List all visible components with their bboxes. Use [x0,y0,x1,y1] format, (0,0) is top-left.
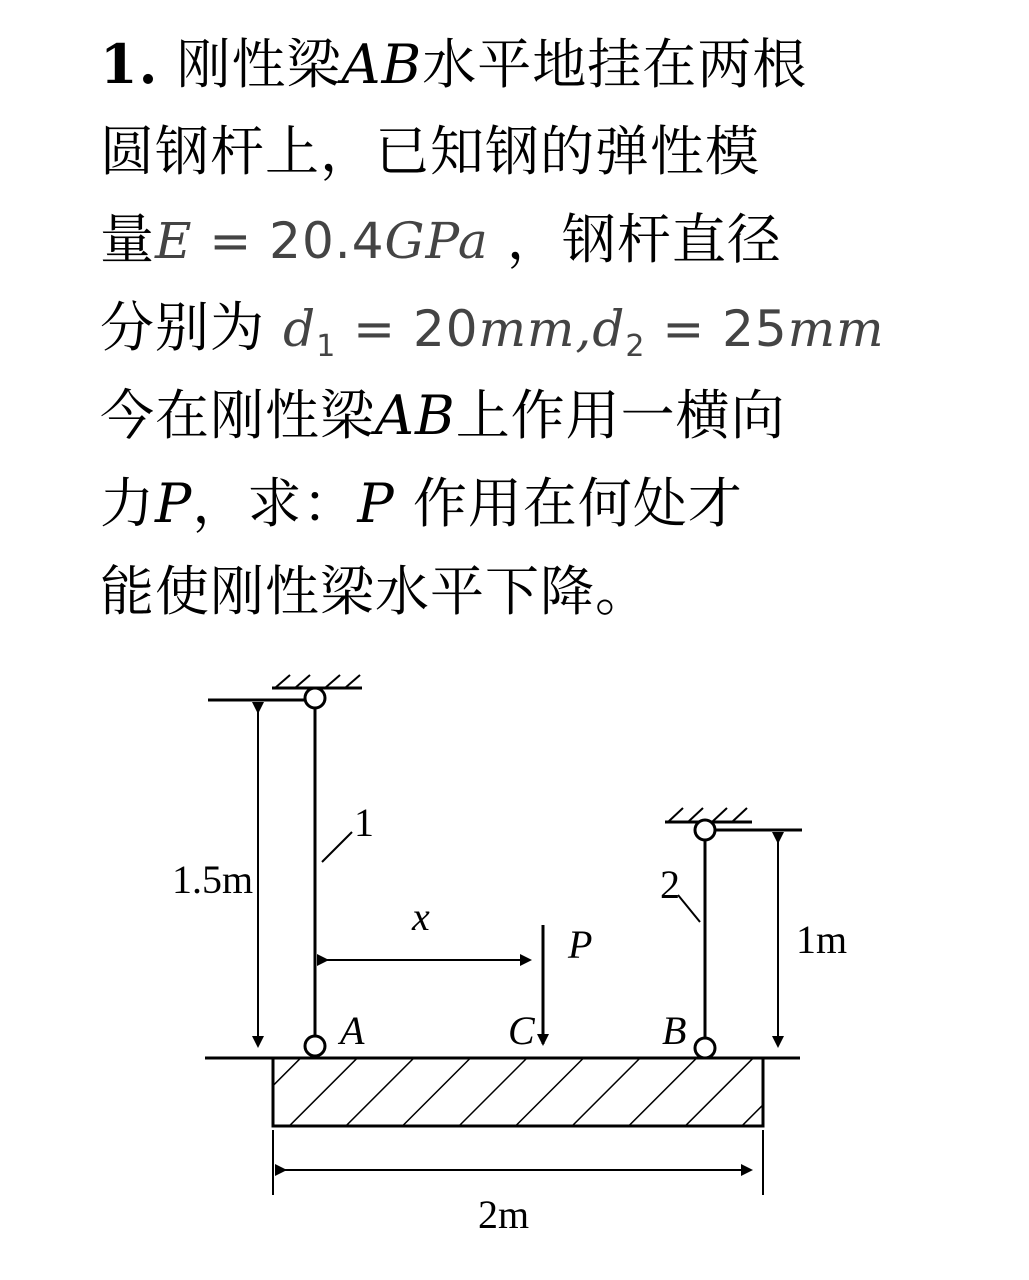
hinge-bottom-B [695,1038,715,1058]
unit: mm [787,300,885,358]
text: 刚性梁 [176,33,342,96]
dim-x-label: x [412,894,430,939]
text: 量 [100,208,155,271]
unit: GPa [384,212,489,270]
force-symbol: P [155,472,193,535]
rod-2-label: 2 [660,862,680,907]
text: 分别为 [100,296,265,359]
text: ，钢杆直径 [488,208,782,271]
text: 力 [100,472,155,535]
rigid-beam [273,1058,763,1126]
hinge-top-1 [305,688,325,708]
dim-span-label: 2m [478,1192,530,1237]
text: 上作用一横向 [455,384,786,447]
rod-2-leader [678,895,700,922]
symbol-E: E [155,212,193,270]
symbol-d1: d [283,300,317,358]
hinge-bottom-A [305,1036,325,1056]
problem-number: 1. [100,32,159,96]
text: ，求： [192,472,358,535]
subscript: 1 [316,329,337,364]
unit: mm, [478,300,593,358]
dim-h1-label: 1.5m [172,857,254,902]
text: 作用在何处才 [394,472,743,535]
text: 能使刚性梁水平下降。 [100,560,650,623]
text: 水平地挂在两根 [422,33,808,96]
hinge-top-2 [695,820,715,840]
text: 圆钢杆上，已知钢的弹性模 [100,120,760,183]
value: = 20.4 [192,212,385,270]
point-C-label: C [508,1008,535,1053]
rod-1-label: 1 [354,800,374,845]
subscript: 2 [625,329,646,364]
support-1 [272,675,362,688]
value: = 25 [645,300,788,358]
beam-label: AB [341,33,423,96]
beam-label: AB [375,384,456,447]
dim-h2-label: 1m [796,917,848,962]
force-symbol: P [357,472,395,535]
value: = 20 [336,300,479,358]
force-P-label: P [568,922,593,967]
text: 今在刚性梁 [100,384,375,447]
symbol-d2: d [592,300,626,358]
point-B-label: B [662,1008,687,1053]
rod-1-leader [322,832,352,862]
point-A-label: A [340,1008,365,1053]
